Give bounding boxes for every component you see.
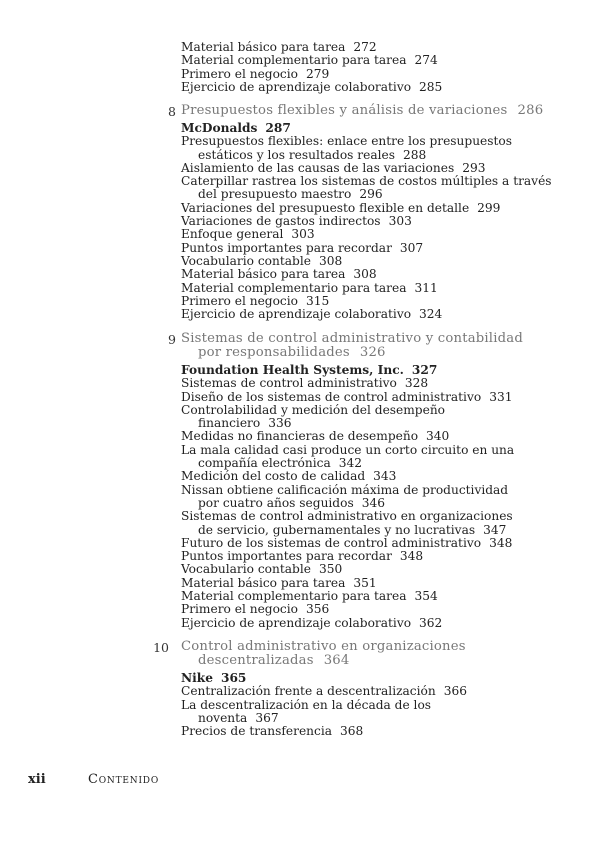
entry-page: 296 <box>359 187 383 202</box>
entry-page: 285 <box>419 79 443 94</box>
entry-title: Ejercicio de aprendizaje colaborativo <box>181 307 412 322</box>
toc-entry <box>181 444 514 457</box>
toc-entry <box>181 430 514 443</box>
entry-page: 331 <box>489 389 513 404</box>
entry-title: Foundation Health Systems, Inc. <box>181 363 404 377</box>
entry-title: Controlabilidad y medición del desempeño <box>181 402 446 417</box>
entry-title: Futuro de los sistemas de control administrativo <box>181 535 482 550</box>
page-footer <box>28 772 159 787</box>
entry-title: Primero el negocio <box>181 293 298 308</box>
entry-page: 336 <box>268 416 292 431</box>
entry-title: por cuatro años seguidos <box>198 495 354 510</box>
entry-title: Ejercicio de aprendizaje colaborativo <box>181 79 412 94</box>
entry-page: 303 <box>388 214 412 229</box>
entry-page: 351 <box>353 575 377 590</box>
entry-page: 311 <box>414 280 438 295</box>
toc-entry <box>181 364 514 377</box>
entry-page: 346 <box>361 495 385 510</box>
toc-entry <box>181 685 467 698</box>
toc-entry <box>181 712 467 725</box>
entry-page: 347 <box>483 522 507 537</box>
entry-title: Nissan obtiene calificación máxima de productividad <box>181 482 509 497</box>
toc-entry <box>181 672 467 685</box>
toc-entry <box>181 603 514 616</box>
toc-entry <box>181 457 514 470</box>
entry-page: 354 <box>414 589 438 604</box>
toc-entry <box>181 417 514 430</box>
chapter-title-text: por responsabilidades <box>198 345 350 360</box>
toc-entry <box>181 295 552 308</box>
chapter-heading <box>153 639 576 668</box>
entry-title: Primero el negocio <box>181 602 298 617</box>
entry-title: Variaciones de gastos indirectos <box>181 214 381 229</box>
entry-page: 315 <box>305 293 330 308</box>
entry-page: 366 <box>443 684 467 699</box>
entry-title: La mala calidad casi produce un corto circuito en una <box>181 442 515 457</box>
entry-title: La descentralización en la década de los <box>181 697 432 712</box>
toc-entry <box>181 255 552 268</box>
entry-title: Ejercicio de aprendizaje colaborativo <box>181 615 412 630</box>
entry-title: Variaciones del presupuesto flexible en detalle <box>181 200 470 215</box>
entry-page: 308 <box>318 253 343 268</box>
toc-entry <box>181 81 581 94</box>
entry-title: Centralización frente a descentralización <box>181 684 436 699</box>
entry-page: 324 <box>419 307 443 322</box>
toc-entry <box>181 563 514 576</box>
entry-title: Primero el negocio <box>181 66 298 81</box>
entry-title: del presupuesto maestro <box>198 187 352 202</box>
chapter-heading <box>156 332 576 360</box>
entry-page: 348 <box>489 535 513 550</box>
entry-page: 356 <box>305 602 330 617</box>
entry-title: Vocabulario contable <box>181 253 311 268</box>
entry-page: 367 <box>255 710 279 725</box>
toc-entry <box>181 524 514 537</box>
page-number: xii <box>28 772 46 787</box>
chapter-title <box>181 332 523 360</box>
toc-entry <box>181 537 514 550</box>
chapter-number: 10 <box>153 640 169 655</box>
lead-continuation <box>181 41 581 94</box>
entry-title: Sistemas de control administrativo <box>181 376 397 391</box>
entry-title: compañía electrónica <box>198 456 331 471</box>
chapter-entries <box>181 672 467 738</box>
entry-title: noventa <box>198 710 248 725</box>
toc-entry <box>181 470 514 483</box>
entry-title: Material básico para tarea <box>181 40 346 54</box>
toc-entry <box>181 54 581 67</box>
entry-page: 362 <box>419 615 443 630</box>
toc-entry <box>181 404 514 417</box>
chapter-10 <box>153 639 576 739</box>
entry-page: 274 <box>414 53 438 68</box>
chapter-title-line <box>181 346 523 360</box>
toc-entry <box>181 202 552 215</box>
chapter-title <box>181 640 466 668</box>
toc-entry <box>181 617 514 630</box>
chapter-page: 286 <box>517 103 544 118</box>
entry-page: 287 <box>265 121 291 135</box>
chapter-page: 326 <box>359 345 386 360</box>
toc-entry <box>181 308 552 321</box>
entry-title: Material complementario para tarea <box>181 53 407 68</box>
chapter-title-text: Presupuestos flexibles y análisis de variaciones <box>181 103 508 118</box>
toc-entry <box>181 122 552 135</box>
entry-title: Presupuestos flexibles: enlace entre los presupuestos <box>181 134 513 149</box>
toc-entry <box>181 497 514 510</box>
toc-entry <box>181 268 552 281</box>
entry-page: 343 <box>373 469 397 484</box>
chapter-number: 9 <box>168 332 176 347</box>
entry-title: Puntos importantes para recordar <box>181 549 392 564</box>
entry-title: Sistemas de control administrativo en organizaciones <box>181 509 513 524</box>
running-head: Contenido <box>88 772 159 787</box>
chapter-title-line <box>181 640 466 654</box>
toc-entry <box>181 41 581 54</box>
entry-title: Vocabulario contable <box>181 562 311 577</box>
chapter-entries <box>181 122 552 321</box>
entry-page: 307 <box>399 240 424 255</box>
entry-page: 288 <box>402 147 427 162</box>
entry-title: McDonalds <box>181 121 258 135</box>
chapter-title-text: descentralizadas <box>198 653 314 668</box>
toc-entry <box>181 242 552 255</box>
entry-page: 303 <box>291 227 315 242</box>
entry-title: Diseño de los sistemas de control administrativo <box>181 389 482 404</box>
chapter-page: 364 <box>323 653 350 668</box>
chapter-title-text: Sistemas de control administrativo y contabilidad <box>181 331 523 346</box>
entry-title: Nike <box>181 671 213 685</box>
chapter-number: 8 <box>168 104 176 119</box>
entry-title: estáticos y los resultados reales <box>198 147 395 162</box>
chapter-title-text: Control administrativo en organizaciones <box>181 639 466 654</box>
toc-entry <box>181 699 467 712</box>
toc-entry <box>181 391 514 404</box>
toc-entry <box>181 68 581 81</box>
chapter-title-line <box>181 654 466 668</box>
toc-entry <box>181 162 552 175</box>
toc-entry <box>181 377 514 390</box>
entry-page: 340 <box>426 429 450 444</box>
entry-page: 348 <box>399 549 424 564</box>
toc-entry <box>181 510 514 523</box>
toc-entry <box>181 484 514 497</box>
toc-entry <box>181 135 552 148</box>
chapter-9 <box>156 331 576 630</box>
entry-title: Puntos importantes para recordar <box>181 240 392 255</box>
entry-title: Material complementario para tarea <box>181 589 407 604</box>
entry-title: Material complementario para tarea <box>181 280 407 295</box>
entry-title: Aislamiento de las causas de las variaciones <box>181 160 455 175</box>
toc-entry <box>181 550 514 563</box>
entry-title: Medición del costo de calidad <box>181 469 366 484</box>
entry-title: Material básico para tarea <box>181 575 346 590</box>
chapter-title <box>181 104 543 118</box>
entry-page: 299 <box>477 200 501 215</box>
entry-page: 342 <box>338 456 362 471</box>
entry-page: 272 <box>353 40 377 54</box>
chapter-title-line <box>181 104 543 118</box>
toc-entry <box>181 577 514 590</box>
toc-entry <box>181 228 552 241</box>
entry-page: 308 <box>353 267 377 282</box>
toc-entry <box>181 725 467 738</box>
chapter-8 <box>156 103 576 322</box>
entry-page: 365 <box>220 671 247 685</box>
entry-page: 293 <box>462 160 486 175</box>
toc-entry <box>181 282 552 295</box>
chapter-heading <box>156 104 576 118</box>
entry-page: 279 <box>305 66 330 81</box>
entry-title: Precios de transferencia <box>181 724 333 739</box>
entry-title: Material básico para tarea <box>181 267 346 282</box>
chapter-entries <box>181 364 514 630</box>
toc-entry <box>181 188 552 201</box>
entry-page: 327 <box>411 363 438 377</box>
toc-entry <box>181 175 552 188</box>
entry-title: Medidas no financieras de desempeño <box>181 429 419 444</box>
toc-entry <box>181 215 552 228</box>
entry-title: financiero <box>198 416 261 431</box>
entry-page: 368 <box>340 724 364 739</box>
entry-page: 328 <box>404 376 429 391</box>
entry-title: Caterpillar rastrea los sistemas de costos múltiples a través <box>181 174 552 189</box>
entry-title: Enfoque general <box>181 227 284 242</box>
entry-title: de servicio, gubernamentales y no lucrativas <box>198 522 476 537</box>
toc-entry <box>181 149 552 162</box>
chapter-title-line <box>181 332 523 346</box>
toc-entry <box>181 590 514 603</box>
entry-page: 350 <box>318 562 343 577</box>
